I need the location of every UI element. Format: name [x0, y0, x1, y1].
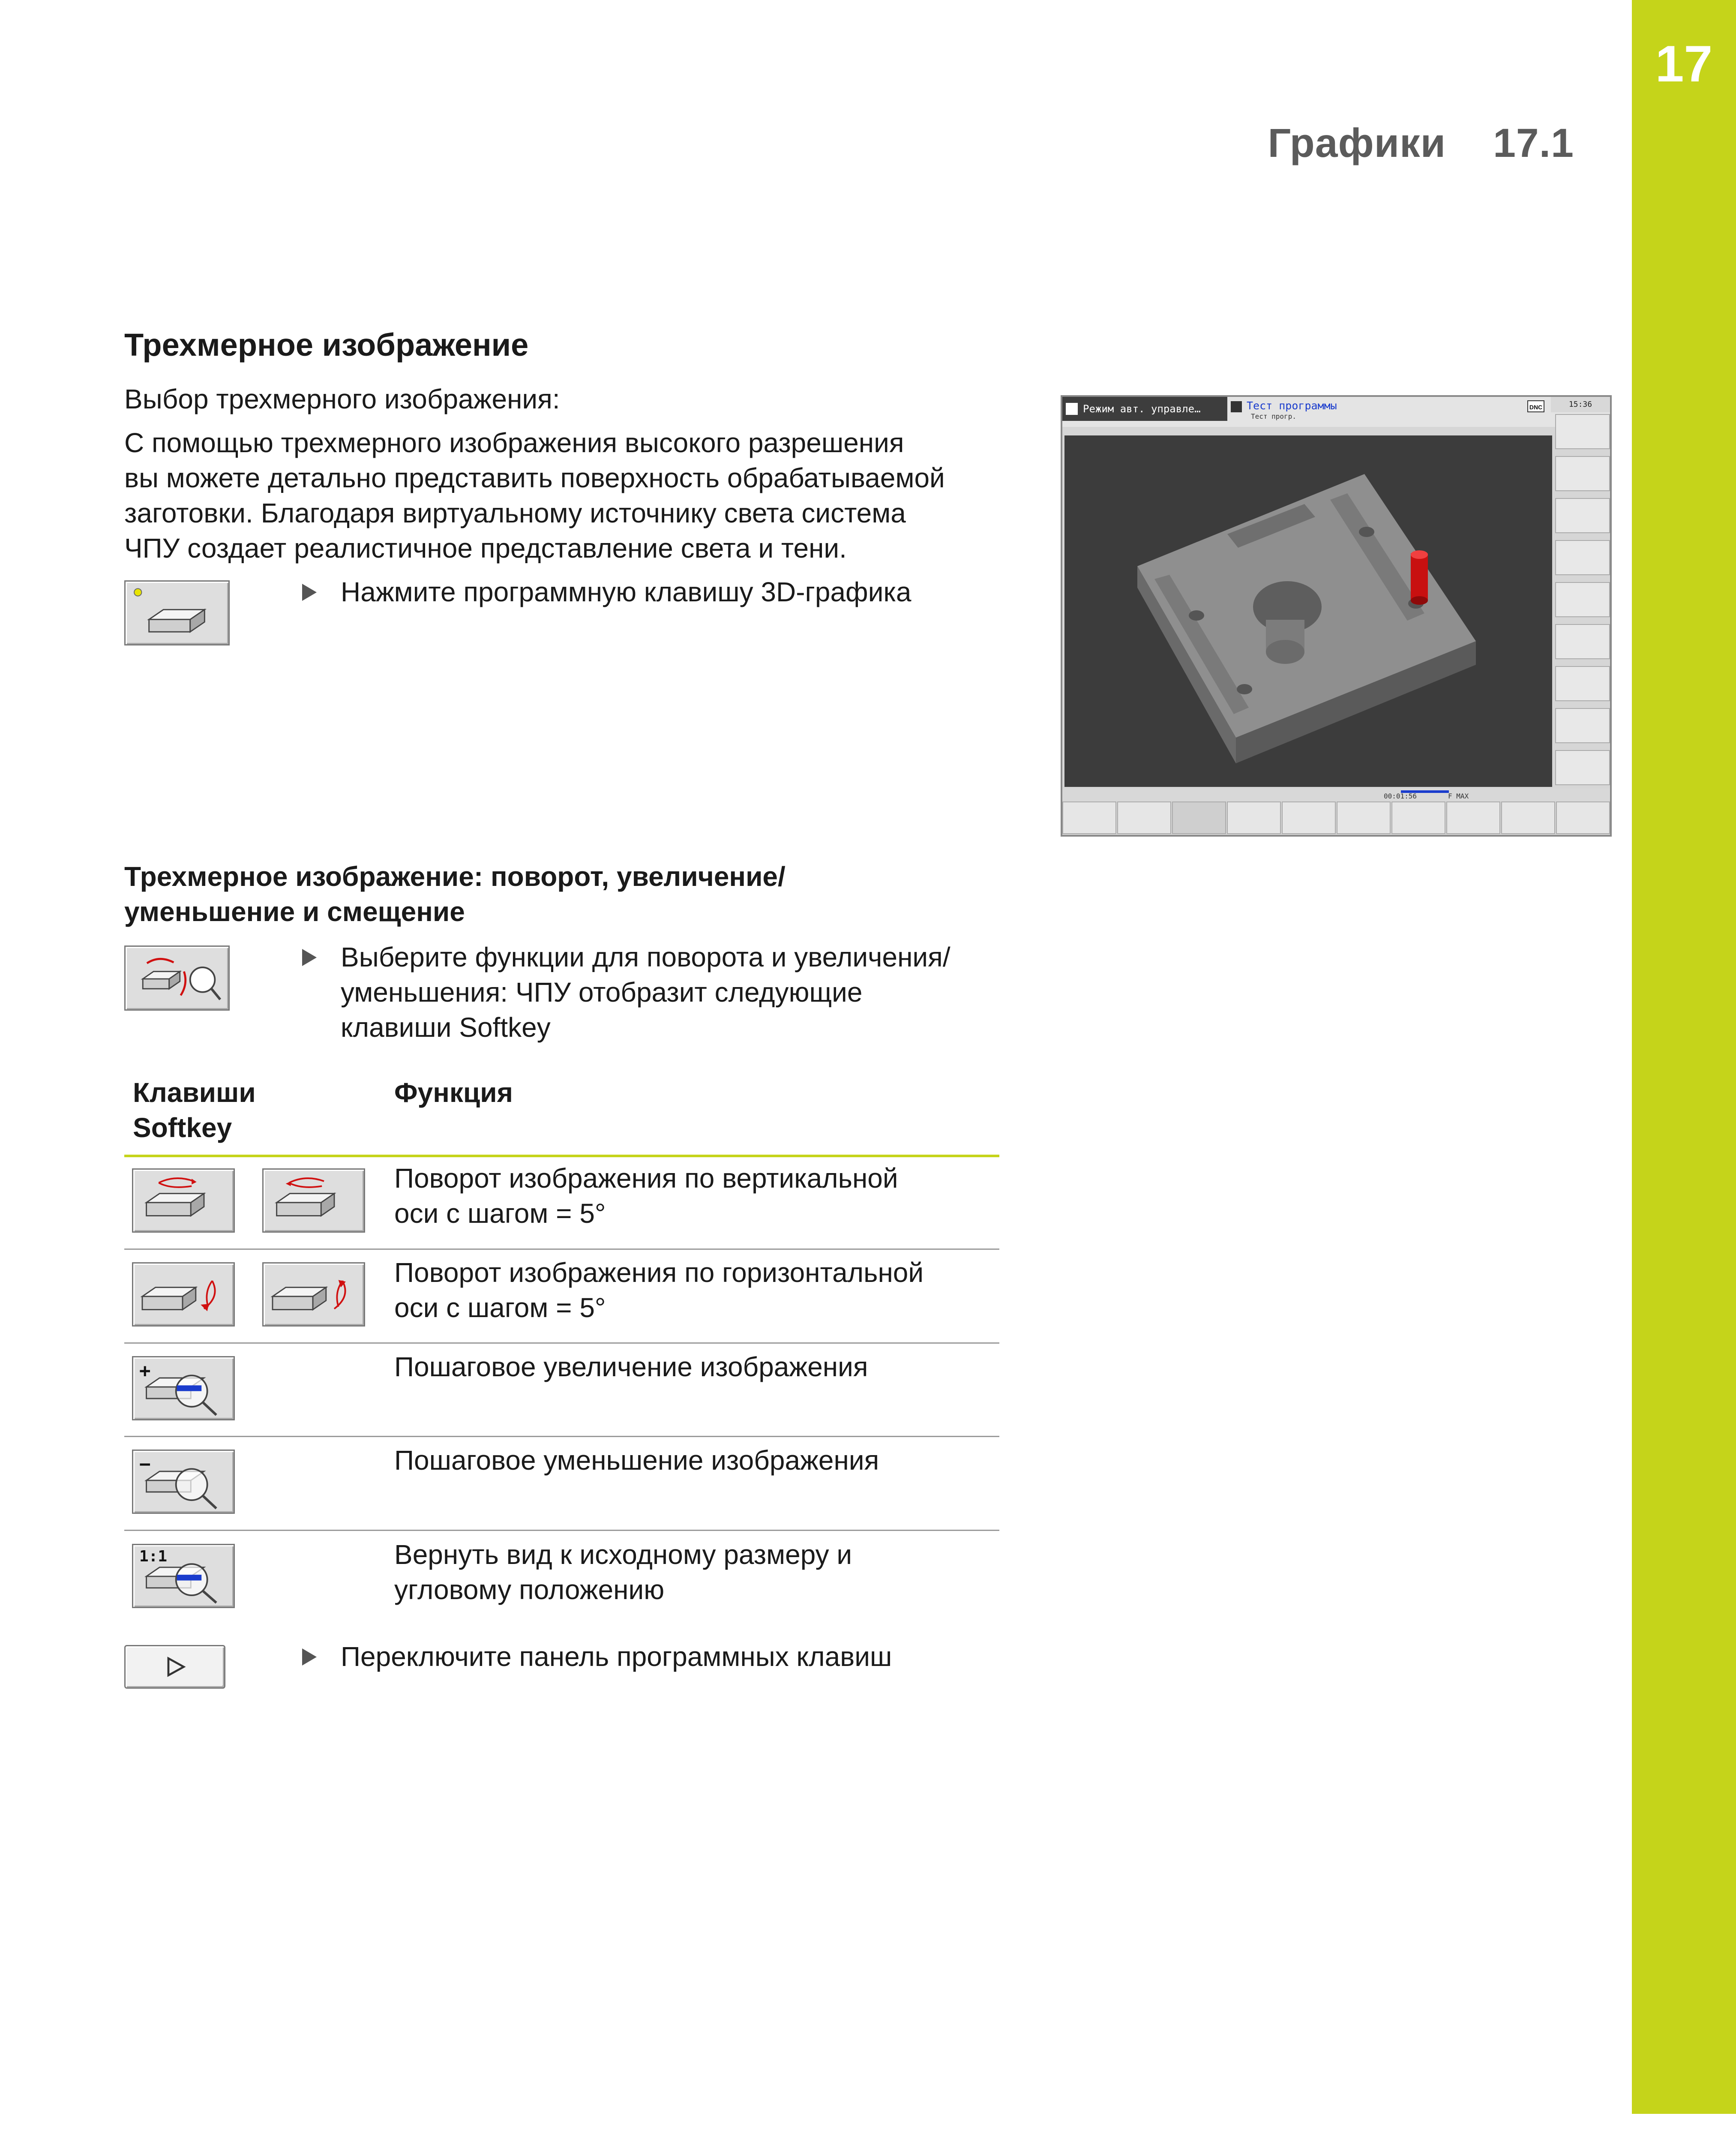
rotate-zoom-icon [126, 947, 228, 1009]
step-press-3d: Нажмите программную клавишу 3D-графика [341, 574, 911, 609]
row-divider [124, 1530, 999, 1531]
table-header-rule [124, 1155, 999, 1157]
tnc-screenshot [1061, 395, 1612, 837]
side-softkey[interactable] [1555, 456, 1610, 491]
3d-graphics-softkey[interactable] [124, 580, 230, 645]
description-paragraph: С помощью трехмерного изображения высокого разрешения вы можете детально представить поверхность обрабатываемой заготовки. Благодаря виртуальному источнику света система ЧПУ создает реалистичное представление света и тени. [124, 427, 945, 564]
bottom-softkey[interactable] [1117, 801, 1171, 834]
dnc-badge: DNC [1527, 400, 1544, 412]
col-header-softkeys: Клавиши Softkey [133, 1077, 256, 1143]
side-softkey[interactable] [1555, 624, 1610, 659]
vertical-softkeys [1555, 414, 1610, 790]
side-softkey[interactable] [1555, 540, 1610, 575]
screen-header [1062, 397, 1610, 427]
mode-test-sub: Тест прогр. [1251, 412, 1296, 420]
bottom-softkey[interactable] [1282, 801, 1336, 834]
mode-icon [1066, 403, 1078, 415]
bottom-softkey-3d[interactable] [1172, 801, 1226, 834]
row-divider [124, 1249, 999, 1250]
row-rotate-horizontal-text: Поворот изображения по горизонтальной оси с шагом = 5° [394, 1257, 924, 1323]
rotate-vertical-icon [133, 1170, 234, 1231]
next-softkey-bar-key[interactable] [124, 1645, 225, 1689]
rotate-horizontal-left-softkey[interactable] [132, 1262, 235, 1327]
chapter-tab [1632, 0, 1736, 2114]
screen-status-bar [1062, 789, 1610, 801]
rotate-vertical-left-softkey[interactable] [132, 1168, 235, 1233]
zoom-in-softkey[interactable] [132, 1356, 235, 1420]
bottom-softkey[interactable] [1062, 801, 1116, 834]
section-header [1268, 120, 1574, 167]
test-mode-icon [1231, 401, 1242, 412]
zoom-out-softkey[interactable] [132, 1450, 235, 1514]
rotate-horizontal-icon [264, 1264, 364, 1325]
bottom-softkey[interactable] [1556, 801, 1610, 834]
zoom-in-label: + [139, 1360, 151, 1382]
mode-test-label: Тест программы [1247, 399, 1337, 412]
row-zoom-in-text: Пошаговое увеличение изображения [394, 1351, 868, 1382]
row-divider [124, 1436, 999, 1437]
subsection-heading: Трехмерное изображение: поворот, увеличение/ уменьшение и смещение [124, 861, 786, 927]
rotate-horizontal-right-softkey[interactable] [262, 1262, 365, 1327]
3d-view [1064, 435, 1552, 787]
section-heading: Трехмерное изображение [124, 327, 529, 363]
bottom-softkey[interactable] [1501, 801, 1555, 834]
step-switch-softkeys: Переключите панель программных клавиш [341, 1639, 892, 1674]
mode-auto-label: Режим авт. управле… [1062, 397, 1227, 421]
horizontal-softkeys [1062, 801, 1610, 835]
zoom-in-icon [133, 1357, 234, 1419]
3d-block-icon [126, 582, 228, 644]
play-arrow-icon [126, 1646, 224, 1687]
intro-text: Выбор трехмерного изображения: [124, 384, 560, 414]
row-rotate-vertical-text: Поворот изображения по вертикальной оси с шагом = 5° [394, 1163, 898, 1229]
zoom-out-icon [133, 1451, 234, 1513]
rotate-vertical-right-softkey[interactable] [262, 1168, 365, 1233]
bottom-softkey[interactable] [1446, 801, 1500, 834]
rotate-zoom-softkey[interactable] [124, 945, 230, 1011]
section-number: 17.1 [1493, 120, 1574, 166]
side-softkey[interactable] [1555, 414, 1610, 449]
rotate-vertical-icon [264, 1170, 364, 1231]
reset-view-icon [133, 1545, 234, 1607]
side-softkey[interactable] [1555, 708, 1610, 743]
step-select-rotate-zoom: Выберите функции для поворота и увеличения/ уменьшения: ЧПУ отобразит следующие клавиши Softkey [341, 939, 950, 1045]
chapter-number: 17 [1655, 35, 1713, 93]
status-time: 00:01:56 [1384, 792, 1417, 800]
bottom-softkey[interactable] [1227, 801, 1281, 834]
row-reset-view-text: Вернуть вид к исходному размеру и угловому положению [394, 1539, 852, 1605]
section-title: Графики [1268, 120, 1446, 166]
reset-view-softkey[interactable] [132, 1544, 235, 1608]
reset-view-label: 1:1 [139, 1548, 168, 1565]
row-zoom-out-text: Пошаговое уменьшение изображения [394, 1445, 879, 1476]
side-softkey[interactable] [1555, 666, 1610, 701]
side-softkey[interactable] [1555, 498, 1610, 533]
bottom-softkey[interactable] [1337, 801, 1391, 834]
row-divider [124, 1342, 999, 1344]
workpiece-render [1064, 435, 1552, 787]
status-feed: F MAX [1448, 792, 1469, 800]
rotate-horizontal-icon [133, 1264, 234, 1325]
bottom-softkey[interactable] [1391, 801, 1445, 834]
zoom-out-label: − [139, 1453, 151, 1475]
side-softkey[interactable] [1555, 582, 1610, 617]
col-header-function: Функция [394, 1077, 513, 1108]
side-softkey[interactable] [1555, 750, 1610, 785]
screen-clock: 15:36 [1551, 397, 1610, 412]
